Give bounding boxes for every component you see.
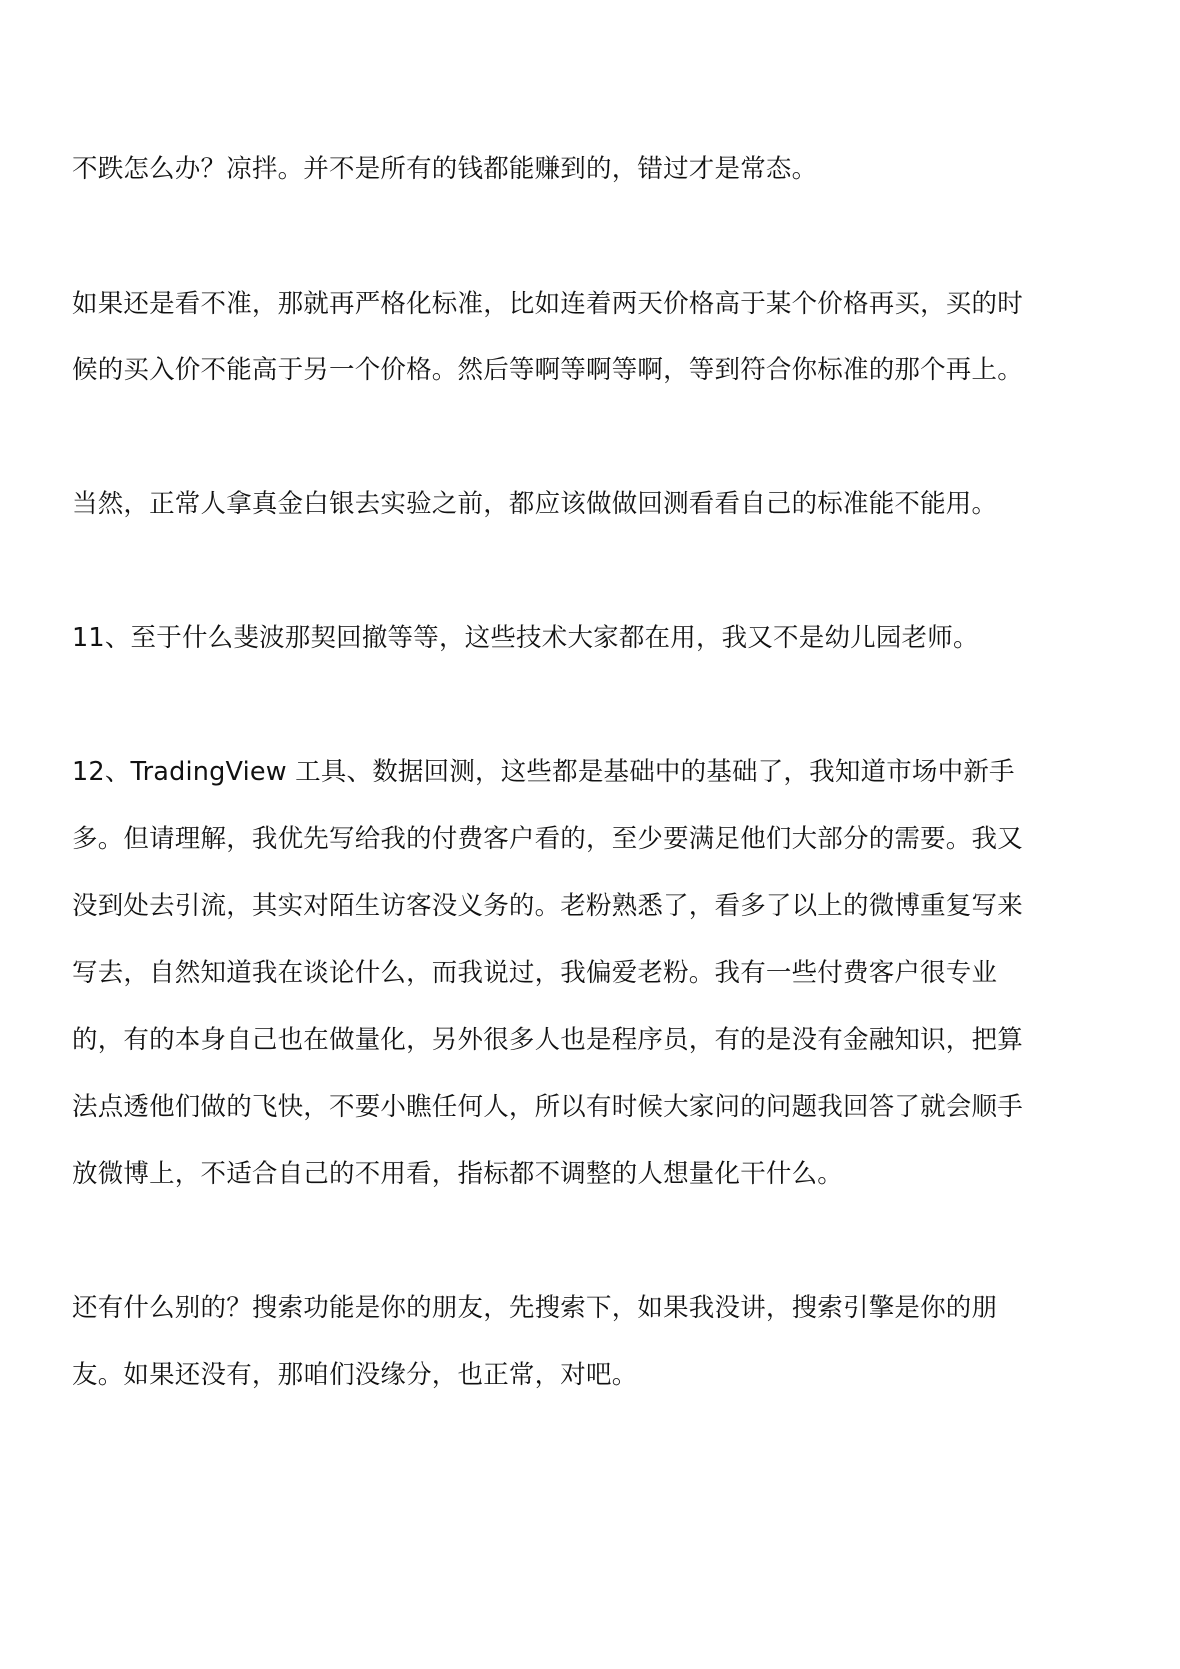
paragraph-3-line-1: 当然，正常人拿真金白银去实验之前，都应该做做回测看看自己的标准能不能用。 bbox=[72, 489, 998, 519]
paragraph-4-line-1: 11、至于什么斐波那契回撤等等，这些技术大家都在用，我又不是幼儿园老师。 bbox=[72, 623, 979, 653]
paragraph-5-line-1: 12、TradingView 工具、数据回测，这些都是基础中的基础了，我知道市场中新手 bbox=[72, 757, 1015, 787]
paragraph-5-line-3: 没到处去引流，其实对陌生访客没义务的。老粉熟悉了，看多了以上的微博重复写来 bbox=[72, 891, 1023, 921]
paragraph-5-line-5: 的，有的本身自己也在做量化，另外很多人也是程序员，有的是没有金融知识，把算 bbox=[72, 1025, 1023, 1055]
paragraph-5-line-7: 放微博上，不适合自己的不用看，指标都不调整的人想量化干什么。 bbox=[72, 1159, 844, 1189]
paragraph-5-line-6: 法点透他们做的飞快，不要小瞧任何人，所以有时候大家问的问题我回答了就会顺手 bbox=[72, 1092, 1023, 1122]
paragraph-2-line-2: 候的买入价不能高于另一个价格。然后等啊等啊等啊，等到符合你标准的那个再上。 bbox=[72, 355, 1023, 385]
paragraph-6-line-1: 还有什么别的？搜索功能是你的朋友，先搜索下，如果我没讲，搜索引擎是你的朋 bbox=[72, 1293, 998, 1323]
paragraph-6-line-2: 友。如果还没有，那咱们没缘分，也正常，对吧。 bbox=[72, 1360, 638, 1390]
paragraph-1-line-1: 不跌怎么办？凉拌。并不是所有的钱都能赚到的，错过才是常态。 bbox=[72, 154, 818, 184]
paragraph-5-line-4: 写去，自然知道我在谈论什么，而我说过，我偏爱老粉。我有一些付费客户很专业 bbox=[72, 958, 998, 988]
paragraph-5-line-2: 多。但请理解，我优先写给我的付费客户看的，至少要满足他们大部分的需要。我又 bbox=[72, 824, 1023, 854]
paragraph-2-line-1: 如果还是看不准，那就再严格化标准，比如连着两天价格高于某个价格再买，买的时 bbox=[72, 289, 1023, 319]
